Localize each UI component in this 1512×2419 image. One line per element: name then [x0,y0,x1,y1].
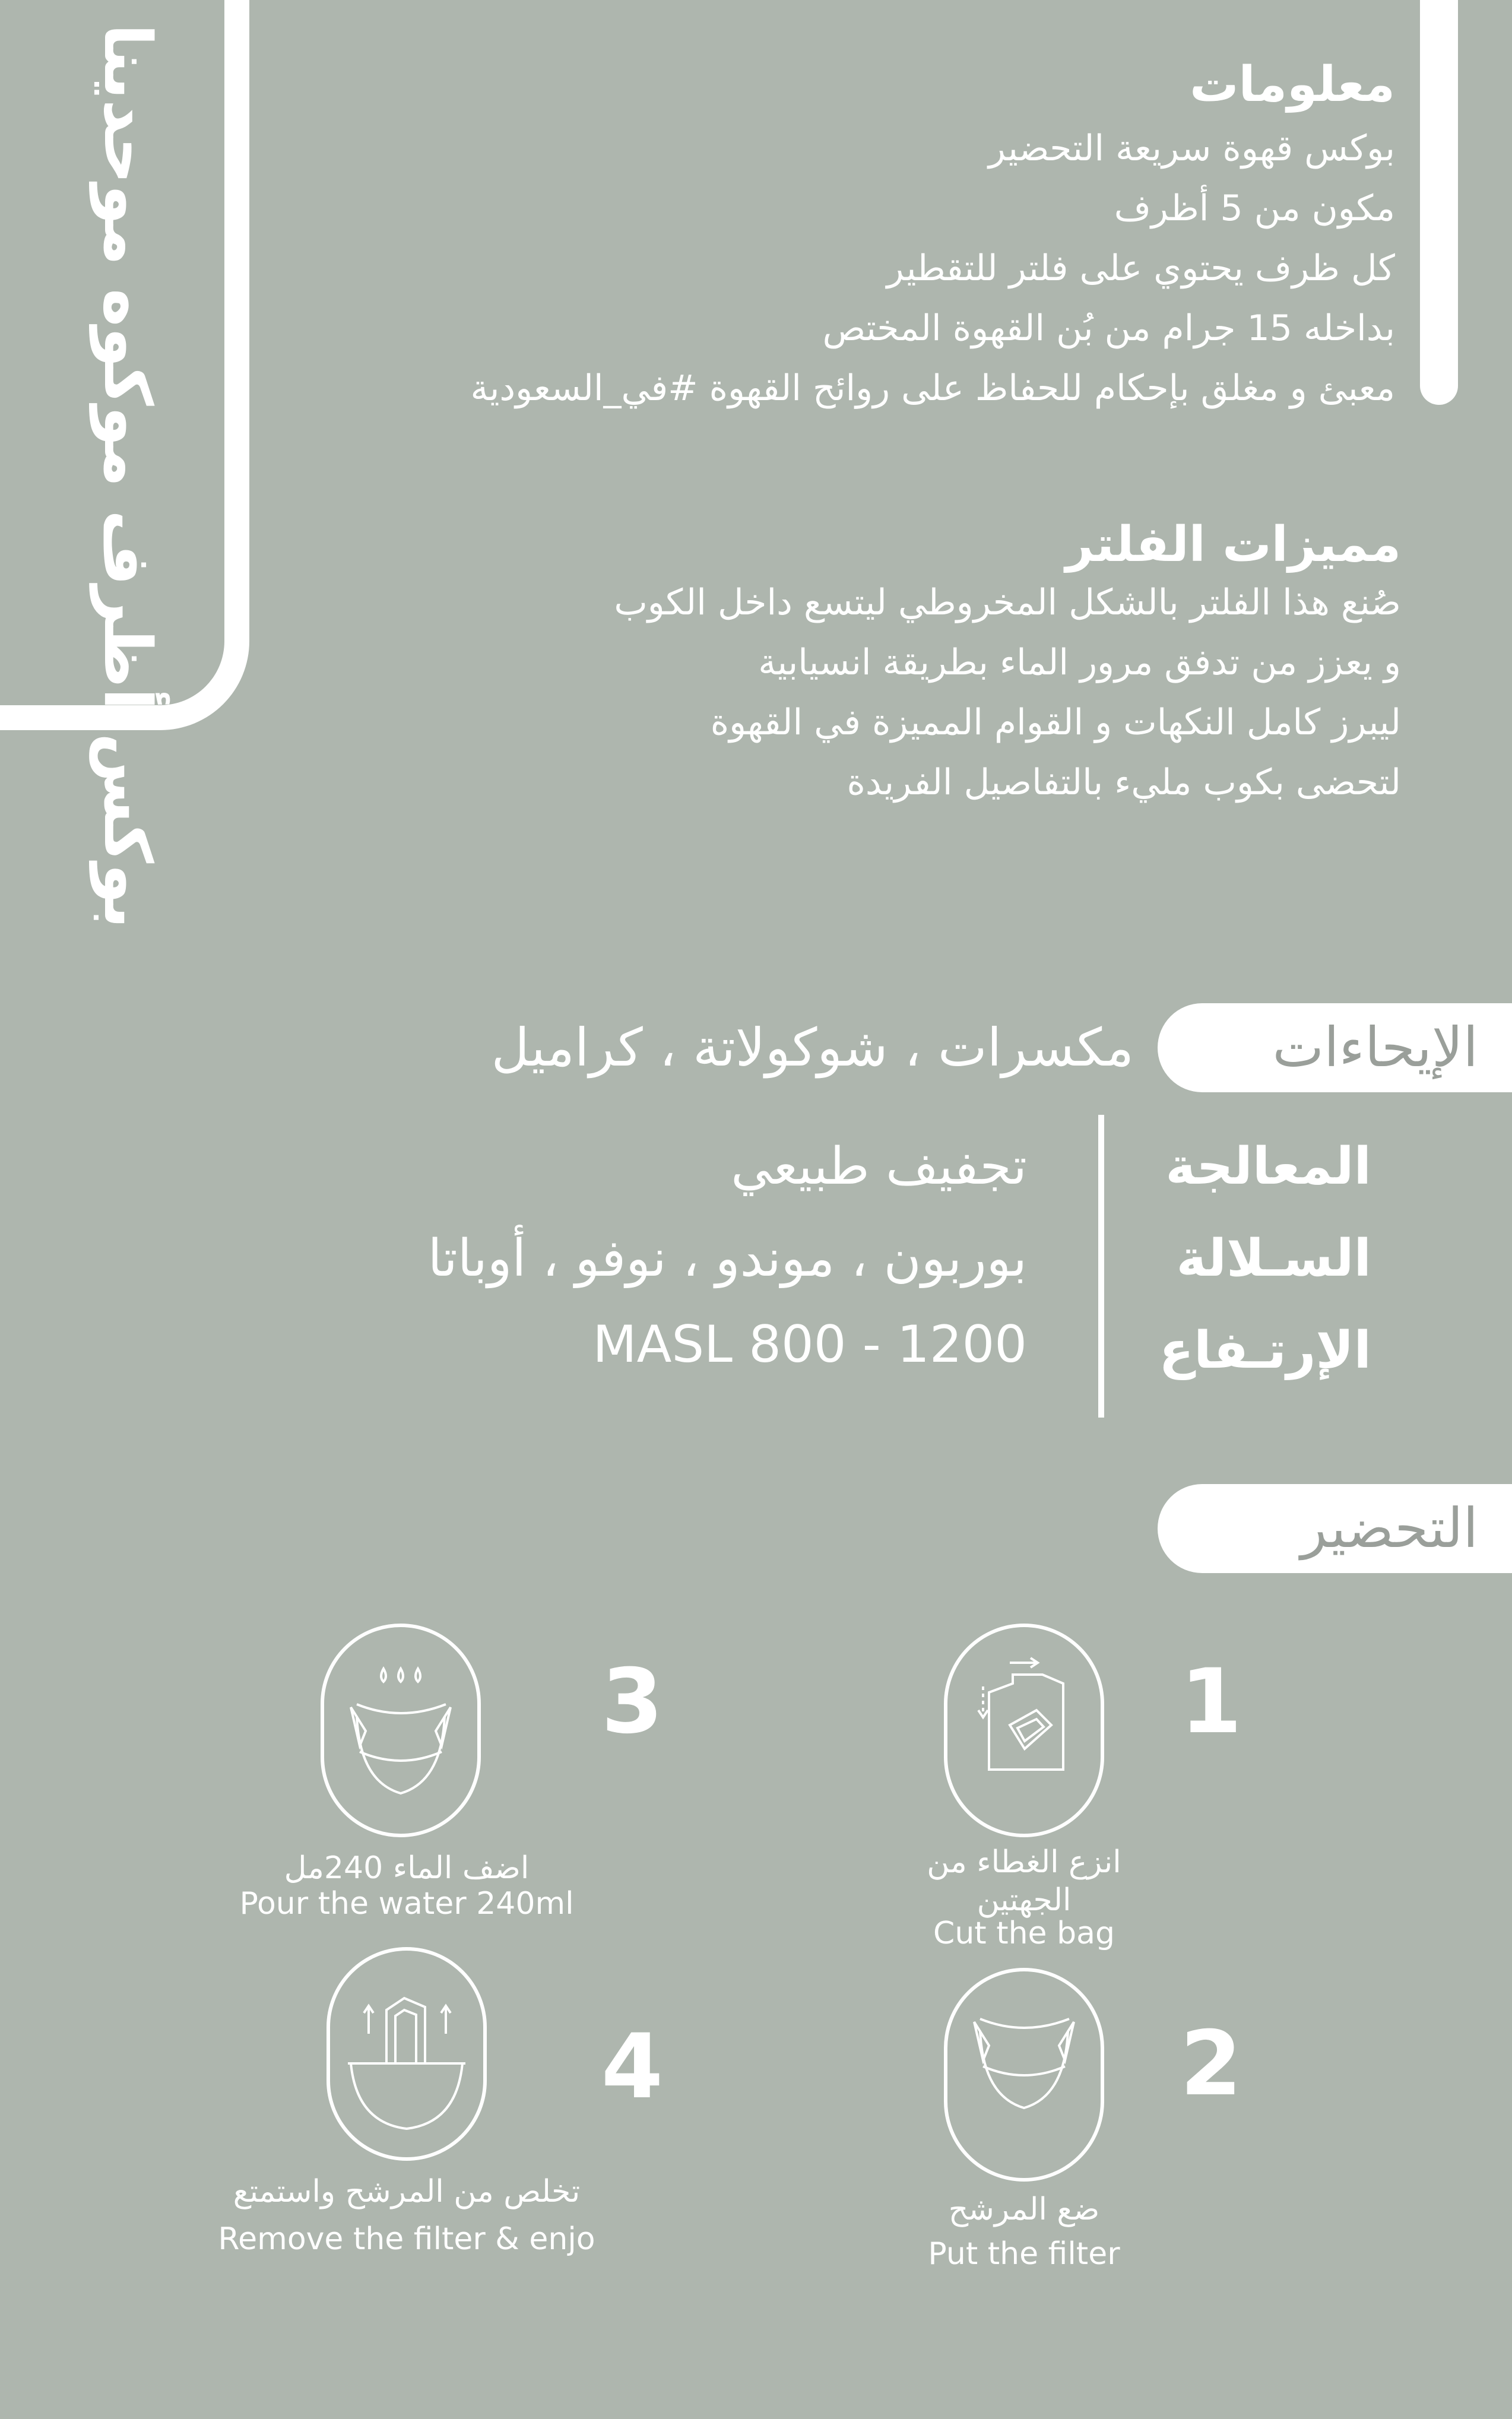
info-line: مكون من 5 أظرف [1114,188,1395,229]
step-1-number: 1 [1180,1650,1242,1754]
step-1-caption-en: Cut the bag [933,1916,1115,1951]
spec-label-altitude: الإرتـفاع [1159,1321,1371,1380]
step-2-number: 2 [1180,2012,1242,2116]
step-1-caption-ar: انزع الغطاء من الجهتين [927,1844,1121,1918]
info-lines [249,119,1395,419]
notes-pill: الإيحاءات [1158,1003,1512,1092]
step-4-number: 4 [601,2015,664,2119]
spec-label-variety: السـلالة [1176,1229,1371,1288]
filter-cup-icon [944,1968,1104,2182]
info-line: بوكس قهوة سريعة التحضير [988,128,1395,169]
notes-value: مكسرات ، شوكولاتة ، كراميل [491,1017,1134,1078]
step-3-caption-en: Pour the water 240ml [239,1886,574,1922]
vertical-title: بوكس أظرف موكوه موحدينا [90,24,166,929]
filter-line: و يعزز من تدفق مرور الماء بطريقة انسيابية [758,642,1401,683]
info-line: معبئ و مغلق بإحكام للحفاظ على روائح القهوة #في_السعودية [470,367,1395,409]
spec-value-processing: تجفيف طبيعي [731,1137,1027,1196]
pour-water-icon [321,1624,481,1837]
right-frame-bar [1420,0,1458,405]
info-line: بداخله 15 جرام من بُن القهوة المختص [822,307,1395,349]
spec-value-altitude: MASL 800 - 1200 [592,1315,1027,1374]
step-3-number: 3 [601,1650,664,1754]
filter-line: لتحضى بكوب مليء بالتفاصيل الفريدة [847,762,1401,803]
remove-filter-icon [327,1947,487,2161]
info-section [249,56,1395,419]
info-heading: معلومات [1190,56,1395,113]
step-4-caption-en: Remove the filter & enjo [218,2221,595,2257]
info-line: كل ظرف يحتوي على فلتر للتقطير [886,248,1395,289]
step-2-caption-en: Put the filter [928,2236,1120,2272]
filter-line: صُنع هذا الفلتر بالشكل المخروطي ليتسع داخل الكوب [614,582,1401,623]
specs-divider [1098,1115,1104,1418]
bag-cut-icon [944,1624,1104,1837]
filter-section [356,516,1401,813]
step-2-caption-ar: ضع المرشح [948,2192,1100,2227]
filter-lines [356,573,1401,813]
step-4-caption-ar: تخلص من المرشح واستمتع [233,2174,581,2209]
filter-line: ليبرز كامل النكهات و القوام المميزة في القهوة [710,702,1401,743]
filter-heading: مميزات الفلتر [1065,516,1401,573]
prep-pill: التحضير [1158,1484,1512,1573]
spec-label-processing: المعالجة [1165,1137,1371,1196]
spec-value-variety: بوربون ، موندو ، نوفو ، أوباتا [427,1229,1027,1288]
step-3-caption-ar: اضف الماء 240مل [284,1850,530,1886]
